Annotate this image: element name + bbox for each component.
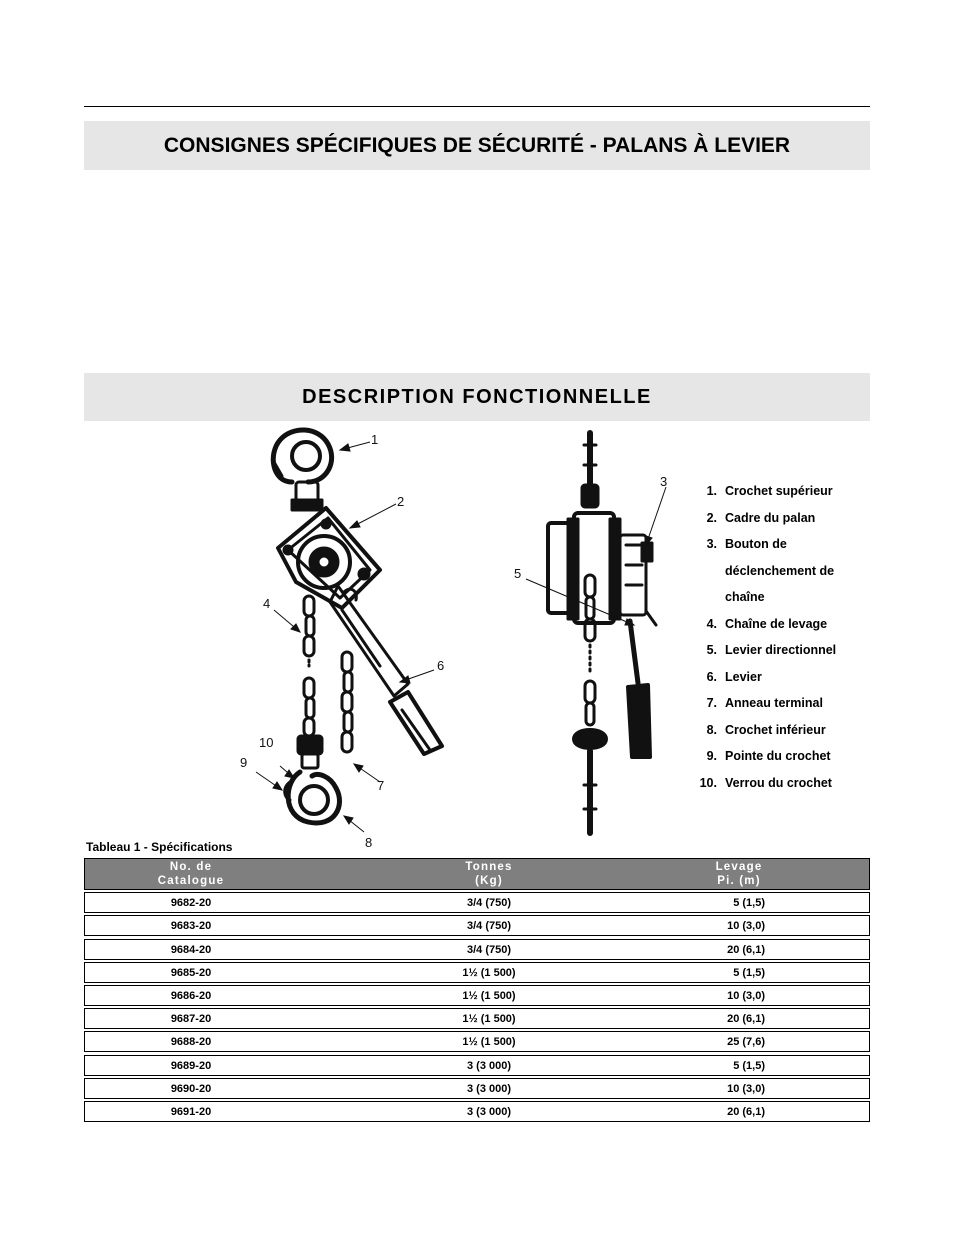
callout-1: 1 [371,432,379,447]
table-row: 9691-20 3 (3 000) 20 (6,1) [84,1101,870,1122]
legend-item: 9. Pointe du crochet [706,749,831,764]
legend-item: 10. Verrou du crochet [699,775,832,790]
page-title: CONSIGNES SPÉCIFIQUES DE SÉCURITÉ - PALANS À LEVIER [84,121,870,170]
legend-item: déclenchement de [725,563,835,578]
table-row: 9689-20 3 (3 000) 5 (1,5) [84,1055,870,1076]
table-row: 9684-20 3/4 (750) 20 (6,1) [84,939,870,960]
legend-item: 2. Cadre du palan [706,510,816,525]
legend-item: 3. Bouton de [706,537,787,552]
legend-item: chaîne [725,590,765,605]
table-row: 9690-20 3 (3 000) 10 (3,0) [84,1078,870,1099]
table-row: 9686-20 1½ (1 500) 10 (3,0) [84,985,870,1006]
table-row: 9685-20 1½ (1 500) 5 (1,5) [84,962,870,983]
legend-item: 1. Crochet supérieur [706,484,833,499]
table-caption: Tableau 1 - Spécifications [86,840,233,854]
header-levage: Levage Pi. (m) [715,861,763,887]
table-row: 9682-20 3/4 (750) 5 (1,5) [84,892,870,913]
table-row: 9683-20 3/4 (750) 10 (3,0) [84,915,870,936]
legend-item: 7. Anneau terminal [706,696,823,711]
legend-item: 8. Crochet inférieur [706,722,826,737]
callout-5: 5 [514,566,522,581]
lever-hoist-side-illustration [520,425,680,845]
callout-7: 7 [377,778,385,793]
callout-6: 6 [437,658,445,673]
callout-8: 8 [365,835,373,850]
header-catalogue: No. de Catalogue [157,861,225,887]
legend-item: 4. Chaîne de levage [706,616,828,631]
section-title: DESCRIPTION FONCTIONNELLE [84,373,870,421]
parts-legend [694,478,874,796]
callout-4: 4 [263,596,271,611]
callout-9: 9 [240,755,248,770]
lever-hoist-front-illustration [230,420,460,850]
table-header [84,858,870,890]
table-row: 9688-20 1½ (1 500) 25 (7,6) [84,1031,870,1052]
header-tonnes: Tonnes (Kg) [465,861,513,887]
callout-2: 2 [397,494,405,509]
callout-10: 10 [259,735,274,750]
table-row: 9687-20 1½ (1 500) 20 (6,1) [84,1008,870,1029]
legend-item: 6. Levier [706,669,762,684]
callout-3: 3 [660,474,668,489]
top-rule [84,106,870,107]
legend-item: 5. Levier directionnel [706,643,837,658]
